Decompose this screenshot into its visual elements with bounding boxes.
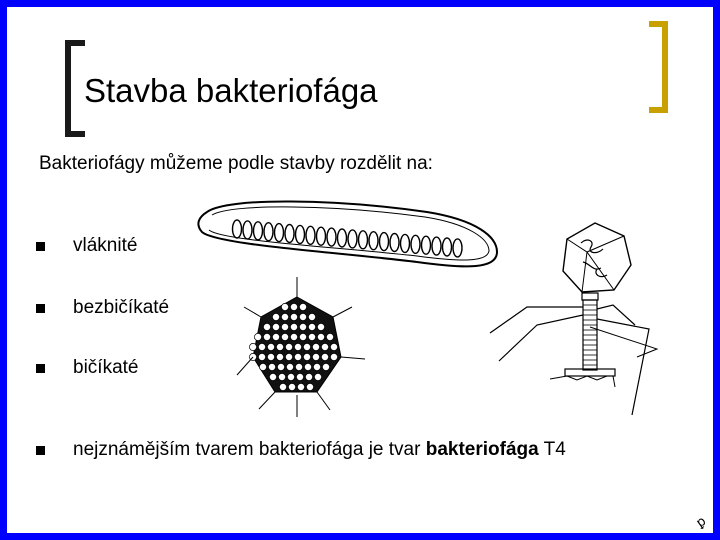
bullet-item-vlaknite: vláknité: [73, 235, 138, 256]
slide: [7, 7, 713, 533]
t4-phage-illustration: [490, 223, 657, 415]
bullet-item-t4-suffix: T4: [538, 439, 566, 460]
filamentous-phage-illustration: [198, 201, 497, 266]
bullet-item-bicikate: bičíkaté: [73, 357, 139, 378]
phage-illustrations: [7, 7, 713, 533]
bullet-item-bezbicikate: bezbičíkaté: [73, 297, 170, 318]
slide-title: Stavba bakteriofága: [84, 72, 378, 109]
bullet-item-t4-prefix: nejznámějším tvarem bakteriofága je tvar: [73, 439, 426, 460]
bullet-item-t4-bold: bakteriofága: [425, 439, 539, 460]
corner-mark: ꝑ: [693, 513, 709, 531]
intro-text: Bakteriofágy můžeme podle stavby rozdělit na:: [39, 153, 433, 174]
icosahedral-phage-illustration: [237, 277, 365, 417]
